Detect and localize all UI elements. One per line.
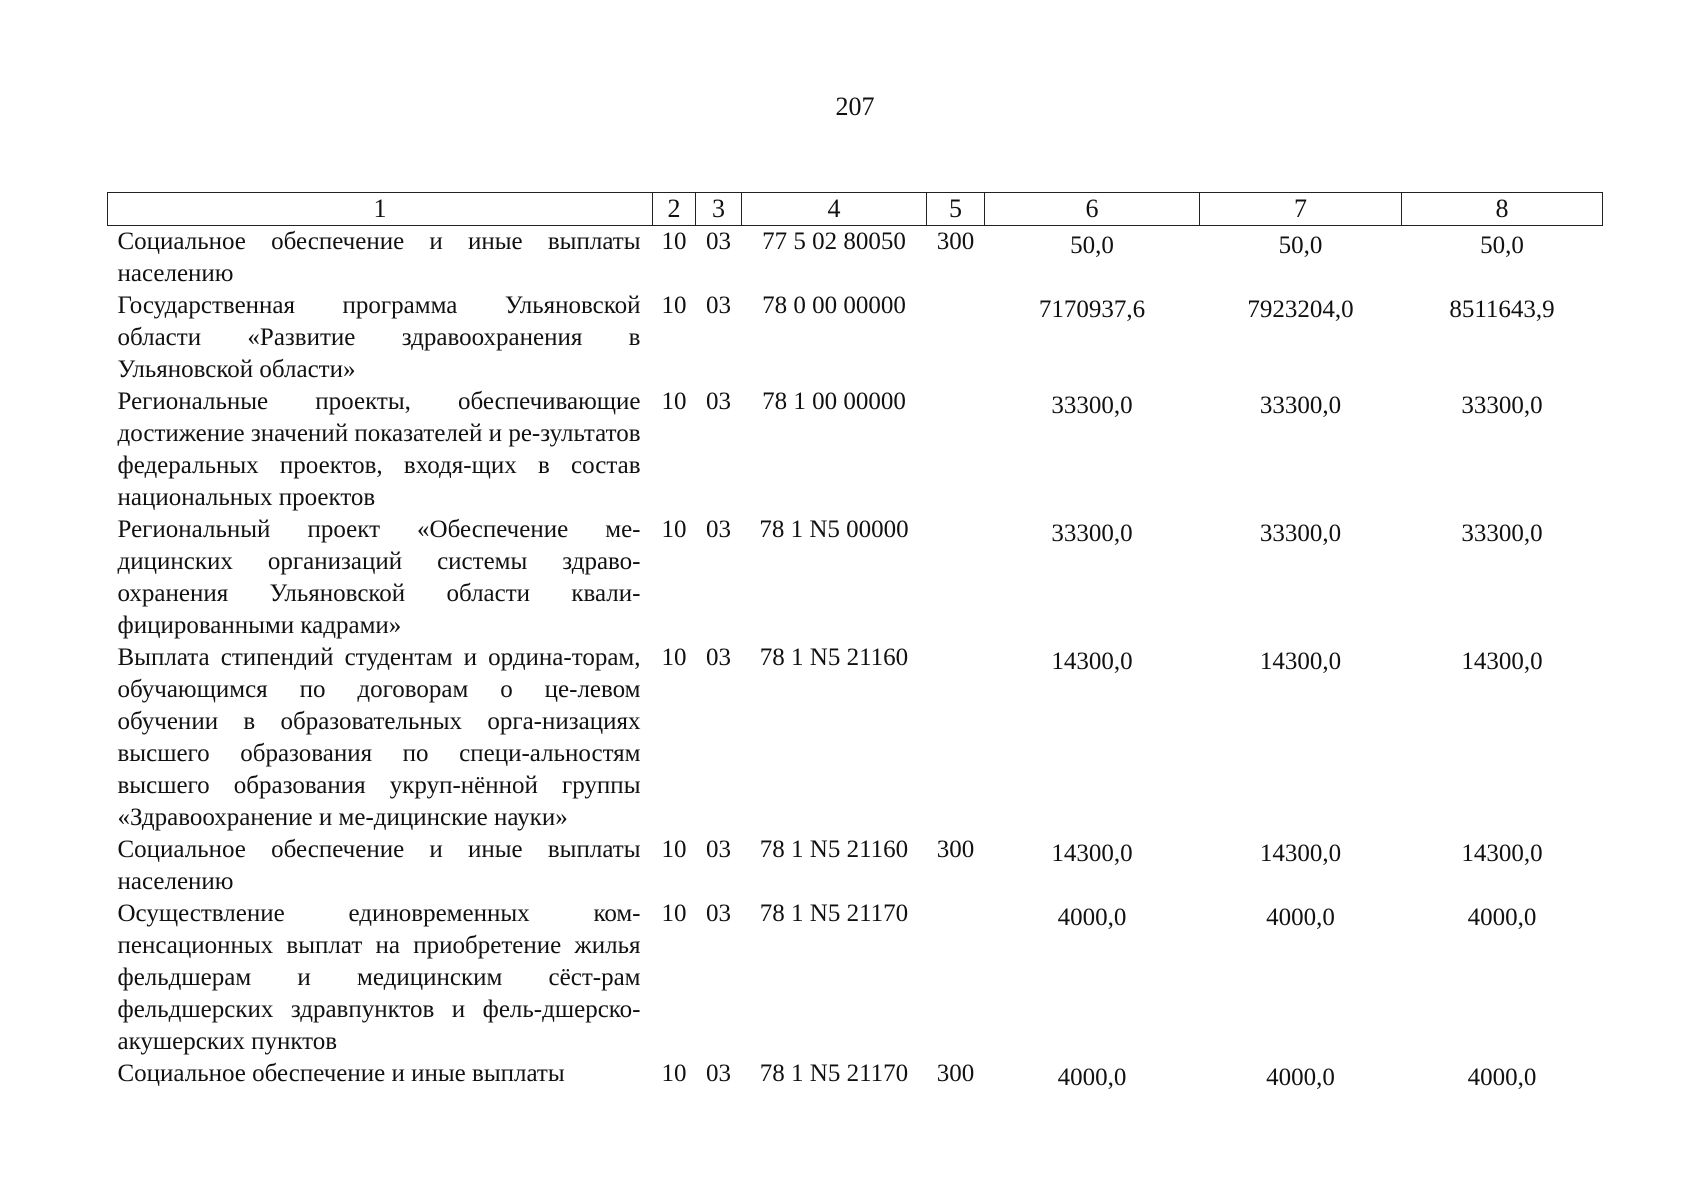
row-amount-7: 4000,0 <box>1266 904 1335 931</box>
row-expense-type <box>927 386 985 514</box>
row-amount-7: 50,0 <box>1278 232 1323 259</box>
header-row <box>108 193 1603 226</box>
table-header <box>108 193 1603 226</box>
row-target-code: 78 1 00 00000 <box>762 388 906 415</box>
row-subsection: 03 <box>706 644 731 671</box>
row-name: Региональные проекты, обеспечивающие достижение значений показателей и ре-зультатов федеральных проектов, входя-щих в состав национальных проектов <box>117 388 641 511</box>
row-amount-7: 7923204,0 <box>1247 296 1354 323</box>
row-amount-7: 33300,0 <box>1259 520 1342 547</box>
row-amount-8: 4000,0 <box>1467 1064 1537 1091</box>
row-amount-8: 50,0 <box>1480 232 1524 259</box>
table-row <box>108 226 1603 291</box>
row-subsection: 03 <box>706 388 731 415</box>
header-col-7: 7 <box>1200 193 1402 226</box>
row-section: 10 <box>661 836 687 863</box>
row-name: Государственная программа Ульяновской области «Развитие здравоохранения в Ульяновской области» <box>117 292 641 383</box>
row-target-code: 78 1 N5 21170 <box>759 1060 909 1087</box>
row-target-code: 78 1 N5 21170 <box>759 900 909 927</box>
row-amount-7: 14300,0 <box>1259 840 1342 867</box>
row-name: Социальное обеспечение и иные выплаты <box>117 1060 565 1087</box>
row-amount-8: 14300,0 <box>1461 840 1543 867</box>
row-expense-type <box>927 514 985 642</box>
table-row <box>108 898 1603 1058</box>
table-row <box>108 290 1603 386</box>
row-expense-type: 300 <box>936 1060 975 1087</box>
row-amount-6: 4000,0 <box>1057 1064 1127 1091</box>
row-expense-type: 300 <box>936 228 975 255</box>
row-section: 10 <box>661 900 687 927</box>
row-name: Осуществление единовременных ком-пенсационных выплат на приобретение жилья фельдшерам и медицинским сёст-рам фельдшерских здравпунктов и фель-дшерско-акушерских пунктов <box>117 900 641 1055</box>
row-expense-type <box>927 290 985 386</box>
row-amount-8: 33300,0 <box>1461 392 1543 419</box>
table-row <box>108 642 1603 834</box>
row-section: 10 <box>661 644 687 671</box>
row-section: 10 <box>661 516 687 543</box>
row-section: 10 <box>661 292 687 319</box>
row-amount-6: 14300,0 <box>1051 840 1133 867</box>
row-section: 10 <box>661 1060 687 1087</box>
page-number: 207 <box>835 92 875 121</box>
row-subsection: 03 <box>706 516 731 543</box>
row-section: 10 <box>661 228 687 255</box>
row-amount-6: 14300,0 <box>1051 648 1133 675</box>
table-row <box>108 834 1603 898</box>
header-col-3: 3 <box>696 193 742 226</box>
row-expense-type <box>927 642 985 834</box>
row-target-code: 78 1 N5 00000 <box>759 516 909 543</box>
row-name: Выплата стипендий студентам и ордина-торам, обучающимся по договорам о це-левом обучении в образовательных орга-низациях высшего образования по специ-альностям высшего образования укруп-нённой группы «Здравоохранение и ме-дицинские науки» <box>117 644 641 831</box>
row-amount-8: 33300,0 <box>1461 520 1543 547</box>
row-name: Социальное обеспечение и иные выплаты населению <box>117 836 641 895</box>
row-target-code: 78 1 N5 21160 <box>759 644 909 671</box>
row-amount-6: 50,0 <box>1070 232 1114 259</box>
row-subsection: 03 <box>706 836 731 863</box>
budget-table-container <box>107 192 1602 1102</box>
budget-table <box>107 192 1603 1102</box>
header-col-4: 4 <box>742 193 927 226</box>
row-target-code: 78 0 00 00000 <box>762 292 906 319</box>
row-subsection: 03 <box>706 292 731 319</box>
table-row <box>108 386 1603 514</box>
row-expense-type <box>927 898 985 1058</box>
row-expense-type: 300 <box>936 836 975 863</box>
row-amount-7: 14300,0 <box>1259 648 1342 675</box>
header-col-1: 1 <box>108 193 653 226</box>
row-name: Региональный проект «Обеспечение ме-дицинских организаций системы здраво-охранения Ульяновской области квали-фицированными кадрами» <box>117 516 641 639</box>
row-amount-6: 7170937,6 <box>1038 296 1146 323</box>
table-row <box>108 514 1603 642</box>
header-col-8: 8 <box>1402 193 1603 226</box>
row-target-code: 78 1 N5 21160 <box>759 836 909 863</box>
row-section: 10 <box>661 388 687 415</box>
header-col-5: 5 <box>927 193 985 226</box>
row-amount-6: 33300,0 <box>1051 392 1133 419</box>
row-subsection: 03 <box>706 900 731 927</box>
table-row <box>108 1058 1603 1102</box>
table-body <box>108 226 1603 1103</box>
header-col-6: 6 <box>985 193 1200 226</box>
row-amount-6: 33300,0 <box>1051 520 1133 547</box>
row-amount-7: 4000,0 <box>1266 1064 1335 1091</box>
header-col-2: 2 <box>653 193 696 226</box>
row-target-code: 77 5 02 80050 <box>762 228 906 255</box>
row-amount-8: 4000,0 <box>1467 904 1537 931</box>
row-amount-6: 4000,0 <box>1057 904 1127 931</box>
row-amount-7: 33300,0 <box>1259 392 1342 419</box>
row-subsection: 03 <box>706 1060 731 1087</box>
row-amount-8: 14300,0 <box>1461 648 1543 675</box>
row-name: Социальное обеспечение и иные выплаты населению <box>117 228 641 287</box>
row-amount-8: 8511643,9 <box>1449 296 1555 323</box>
row-subsection: 03 <box>706 228 731 255</box>
